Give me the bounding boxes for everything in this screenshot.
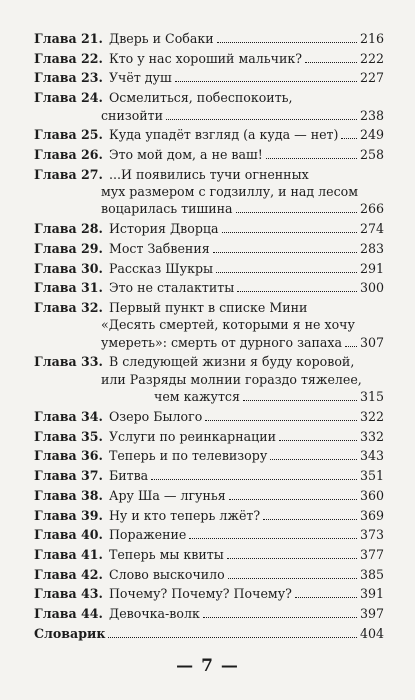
toc-entry-line <box>34 526 384 543</box>
toc-entry-line <box>34 183 384 200</box>
toc-entry-line <box>34 507 384 524</box>
toc-entry <box>34 467 384 484</box>
dot-leader <box>227 557 357 559</box>
chapter-label: Глава 36. <box>34 448 103 464</box>
toc-entry-line <box>34 30 384 47</box>
chapter-title: Это мой дом, а не ваш! <box>108 146 263 162</box>
dot-leader <box>217 41 357 43</box>
dot-leader <box>266 157 357 159</box>
toc-entry-line <box>34 200 384 217</box>
dot-leader <box>263 518 357 520</box>
page-ref: 373 <box>359 527 384 543</box>
dot-leader <box>205 419 357 421</box>
page-ref: 360 <box>359 487 384 503</box>
chapter-title: Осмелиться, побеспокоить, <box>108 90 293 106</box>
toc-entry-line <box>34 408 384 425</box>
chapter-title: В следующей жизни я буду коровой, <box>108 354 355 370</box>
chapter-label: Глава 27. <box>34 166 103 182</box>
dot-leader <box>189 537 357 539</box>
toc-entry <box>34 299 384 351</box>
toc-entry <box>34 353 384 405</box>
toc-entry-line <box>34 279 384 296</box>
chapter-label: Глава 35. <box>34 428 103 444</box>
toc-entry <box>34 408 384 425</box>
toc-entry-line <box>34 467 384 484</box>
chapter-title: чем кажутся <box>154 389 240 405</box>
chapter-title: «Десять смертей, которыми я не хочу <box>101 317 355 333</box>
chapter-title: Слово выскочило <box>108 566 225 582</box>
dot-leader <box>151 478 357 480</box>
toc-entry <box>34 146 384 163</box>
chapter-title: Кто у нас хороший мальчик? <box>108 50 302 66</box>
toc-entry-line <box>34 220 384 237</box>
dot-leader <box>295 596 357 598</box>
chapter-title: История Дворца <box>108 221 219 237</box>
page-ref: 369 <box>359 507 384 523</box>
chapter-title: Мост Забвения <box>108 240 210 256</box>
dot-leader <box>228 577 357 579</box>
page-ref: 222 <box>359 50 384 66</box>
chapter-title: Девочка-волк <box>108 606 200 622</box>
chapter-title: Ару Ша — лгунья <box>108 487 226 503</box>
toc-entry <box>34 487 384 504</box>
toc-entry-line <box>34 371 384 388</box>
toc-entry-line <box>34 605 384 622</box>
table-of-contents <box>34 30 384 644</box>
page-ref: 343 <box>359 448 384 464</box>
dot-leader <box>222 231 357 233</box>
toc-entry-line <box>34 299 384 316</box>
chapter-title: Теперь мы квиты <box>108 546 224 562</box>
chapter-label: Глава 33. <box>34 354 103 370</box>
chapter-label: Глава 38. <box>34 487 103 503</box>
page-ref: 266 <box>359 201 384 217</box>
toc-entry-line <box>34 126 384 143</box>
toc-entry-line <box>34 146 384 163</box>
page-ref: 238 <box>359 107 384 123</box>
toc-entry <box>34 260 384 277</box>
dot-leader <box>279 439 357 441</box>
dot-leader <box>305 61 357 63</box>
toc-entry <box>34 546 384 563</box>
toc-entry-line <box>34 388 384 405</box>
toc-entry-line <box>34 625 384 642</box>
toc-entry-line <box>34 334 384 351</box>
toc-entry-line <box>34 316 384 333</box>
chapter-title: Куда упадёт взгляд (а куда — нет) <box>108 127 339 143</box>
page-ref: 216 <box>359 31 384 46</box>
toc-entry <box>34 526 384 543</box>
toc-entry-line <box>34 107 384 124</box>
dot-leader <box>229 498 357 500</box>
chapter-title: умереть»: смерть от дурного запаха <box>101 334 342 350</box>
chapter-title: мух размером с годзиллу, и над лесом <box>101 184 359 200</box>
toc-entry <box>34 625 384 642</box>
toc-entry <box>34 585 384 602</box>
chapter-title: Поражение <box>108 527 187 543</box>
toc-entry <box>34 279 384 296</box>
toc-entry <box>34 50 384 67</box>
toc-entry-line <box>34 166 384 183</box>
toc-entry <box>34 447 384 464</box>
toc-entry <box>34 30 384 47</box>
toc-entry <box>34 220 384 237</box>
page-ref: 258 <box>359 146 384 162</box>
chapter-label: Глава 29. <box>34 240 103 256</box>
toc-entry-line <box>34 240 384 257</box>
dot-leader <box>345 345 357 347</box>
page-number: — 7 — <box>176 656 239 676</box>
dot-leader <box>166 118 357 120</box>
dot-leader <box>108 636 356 638</box>
chapter-title: Дверь и Собаки <box>108 31 214 46</box>
page-ref: 332 <box>359 428 384 444</box>
page-ref: 274 <box>359 221 384 237</box>
toc-entry-line <box>34 428 384 445</box>
toc-entry-line <box>34 89 384 106</box>
dot-leader <box>341 137 357 139</box>
chapter-label: Глава 32. <box>34 299 103 315</box>
page-ref: 351 <box>359 468 384 484</box>
chapter-label: Глава 26. <box>34 146 103 162</box>
chapter-label: Глава 42. <box>34 566 103 582</box>
chapter-label: Глава 21. <box>34 31 103 46</box>
page-ref: 307 <box>359 334 384 350</box>
dot-leader <box>213 251 357 253</box>
page-ref: 391 <box>359 586 384 602</box>
chapter-label: Глава 22. <box>34 50 103 66</box>
page-ref: 249 <box>359 127 384 143</box>
chapter-title: воцарилась тишина <box>101 201 233 217</box>
chapter-label: Глава 34. <box>34 408 103 424</box>
page-ref: 397 <box>359 606 384 622</box>
toc-entry <box>34 166 384 218</box>
toc-entry-line <box>34 585 384 602</box>
toc-entry <box>34 240 384 257</box>
dot-leader <box>243 399 357 401</box>
chapter-title: Рассказ Шукры <box>108 260 214 276</box>
toc-entry <box>34 69 384 86</box>
chapter-label: Глава 28. <box>34 221 103 237</box>
toc-entry-line <box>34 260 384 277</box>
dot-leader <box>175 80 357 82</box>
chapter-label: Словарик <box>34 625 106 641</box>
chapter-label: Глава 43. <box>34 586 103 602</box>
chapter-label: Глава 39. <box>34 507 103 523</box>
chapter-title: Почему? Почему? Почему? <box>108 586 292 602</box>
dot-leader <box>237 290 357 292</box>
chapter-title: Ну и кто теперь лжёт? <box>108 507 261 523</box>
dot-leader <box>270 458 357 460</box>
chapter-label: Глава 24. <box>34 90 103 106</box>
chapter-title: Битва <box>108 468 149 484</box>
page-ref: 283 <box>359 240 384 256</box>
toc-entry <box>34 428 384 445</box>
chapter-title: Озеро Былого <box>108 408 203 424</box>
page-ref: 291 <box>359 260 384 276</box>
toc-entry-line <box>34 487 384 504</box>
chapter-label: Глава 23. <box>34 70 103 86</box>
toc-entry <box>34 566 384 583</box>
toc-entry <box>34 89 384 124</box>
page-ref: 385 <box>359 566 384 582</box>
toc-entry-line <box>34 50 384 67</box>
chapter-label: Глава 44. <box>34 606 103 622</box>
page-ref: 227 <box>359 70 384 86</box>
toc-entry <box>34 126 384 143</box>
chapter-label: Глава 31. <box>34 280 103 296</box>
toc-entry <box>34 507 384 524</box>
toc-entry-line <box>34 69 384 86</box>
page-ref: 404 <box>359 625 384 641</box>
chapter-title: ...И появились тучи огненных <box>108 166 309 182</box>
chapter-title: снизойти <box>101 107 164 123</box>
chapter-title: или Разряды молнии гораздо тяжелее, <box>101 371 362 387</box>
page-ref: 322 <box>359 408 384 424</box>
chapter-title: Услуги по реинкарнации <box>108 428 277 444</box>
toc-entry-line <box>34 566 384 583</box>
toc-entry-line <box>34 353 384 370</box>
chapter-label: Глава 25. <box>34 127 103 143</box>
toc-entry <box>34 605 384 622</box>
chapter-label: Глава 40. <box>34 527 103 543</box>
toc-entry-line <box>34 546 384 563</box>
chapter-label: Глава 37. <box>34 468 103 484</box>
chapter-label: Глава 30. <box>34 260 103 276</box>
chapter-title: Учёт душ <box>108 70 172 86</box>
page-ref: 300 <box>359 280 384 296</box>
dot-leader <box>216 271 357 273</box>
chapter-title: Первый пункт в списке Мини <box>108 299 308 315</box>
chapter-label: Глава 41. <box>34 546 103 562</box>
page-ref: 315 <box>359 389 384 405</box>
toc-entry-line <box>34 447 384 464</box>
dot-leader <box>203 616 357 618</box>
dot-leader <box>236 211 357 213</box>
chapter-title: Теперь и по телевизору <box>108 448 268 464</box>
chapter-title: Это не сталактиты <box>108 280 235 296</box>
page-ref: 377 <box>359 546 384 562</box>
